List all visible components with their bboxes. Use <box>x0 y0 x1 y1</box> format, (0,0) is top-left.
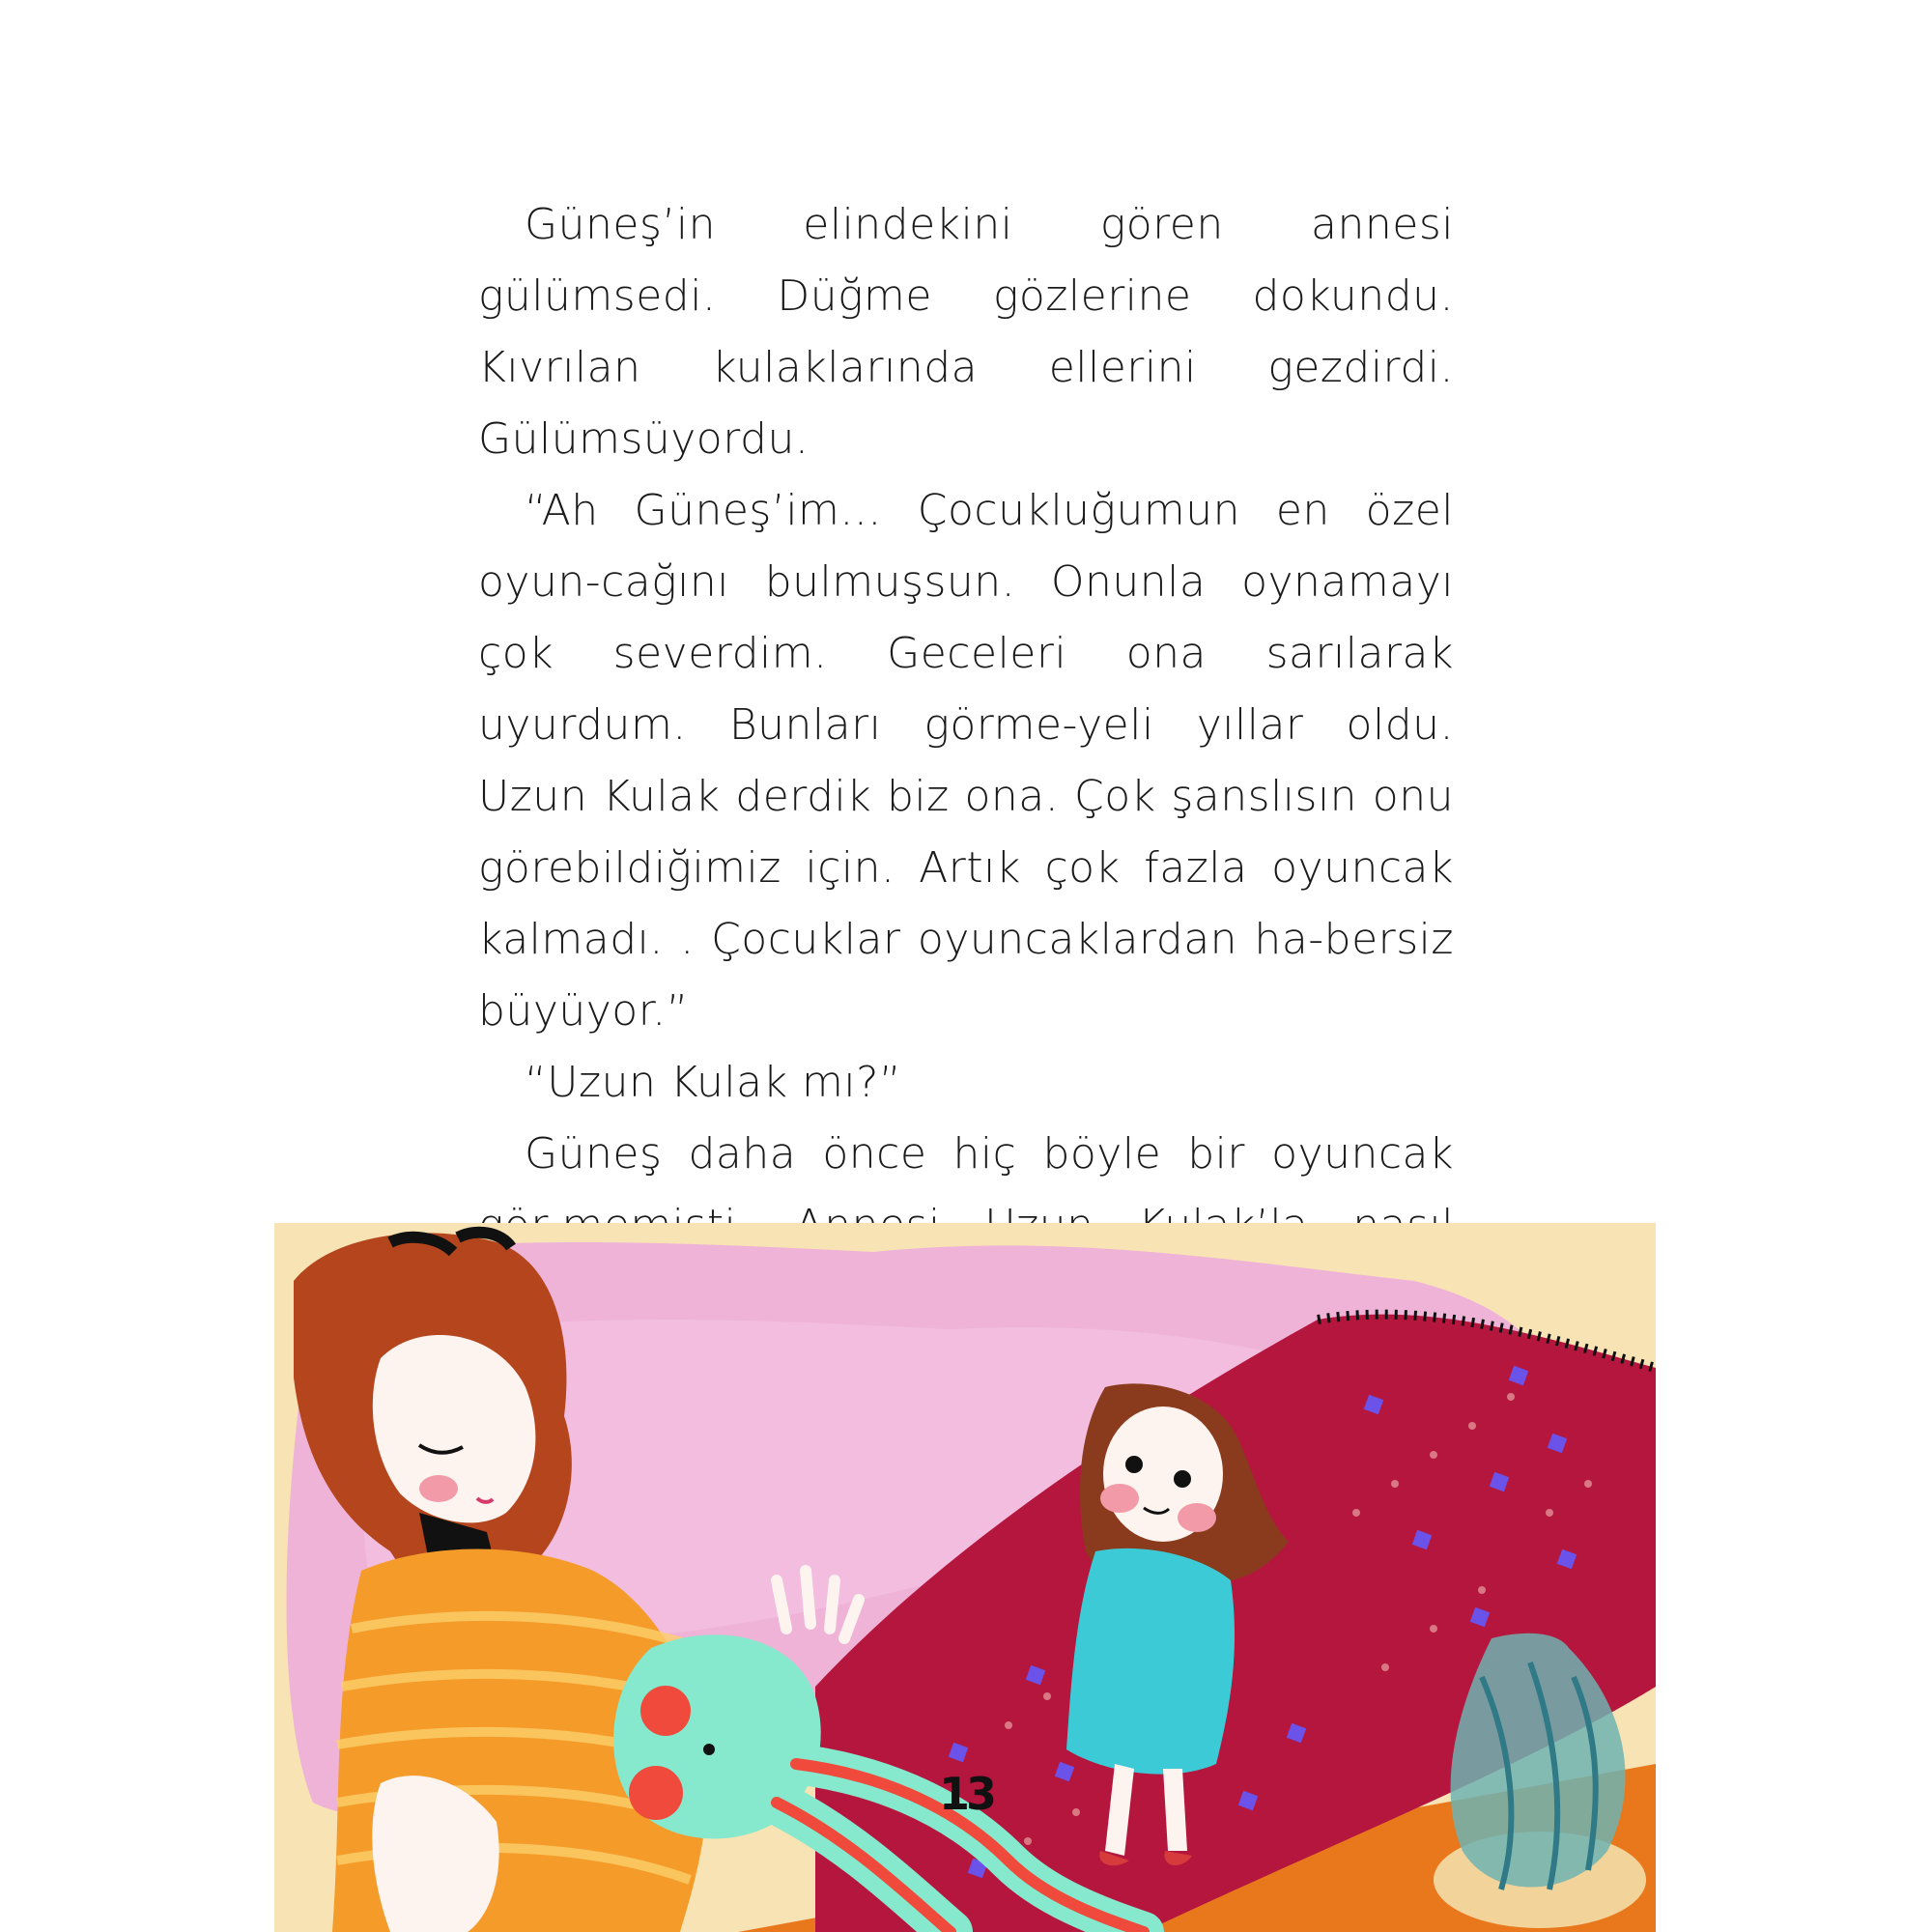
story-paragraph: “Uzun Kulak mı?” <box>525 1058 902 1107</box>
story-illustration <box>274 1223 1656 1932</box>
toy-cheek-top <box>640 1686 691 1736</box>
story-paragraph: “Ah Güneş’im... Çocukluğumun en özel oyun-cağını bulmuşsun. Onunla oynamayı çok severdim. Geceleri ona sarılarak uyurdum. Bunları görme-yeli yıllar oldu. Uzun Kulak derdik biz ona. Çok şanslısın onu görebildiğimiz için. Artık çok fazla oyuncak kalmadı. . Çocuklar oyuncaklardan ha-bersiz büyüyor.” <box>478 486 1454 1036</box>
girl-dress <box>1066 1548 1235 1775</box>
girl-eye-right <box>1174 1470 1191 1488</box>
story-paragraph: Güneş daha önce hiç böyle bir oyuncak <box>525 1129 1454 1179</box>
girl-cheek-right <box>1178 1503 1216 1532</box>
illustration-scene <box>274 1223 1656 1932</box>
page-number: 13 <box>938 1768 993 1820</box>
toy-cheek-bottom <box>629 1766 683 1820</box>
mother-cheek <box>419 1475 458 1502</box>
girl-cheek-left <box>1100 1484 1139 1513</box>
girl-eye-left <box>1125 1456 1143 1473</box>
story-paragraph: Güneş’in elindekini gören annesi gülümsedi. Düğme gözlerine dokundu. Kıvrılan kulaklarında ellerini gezdirdi. Gülümsüyordu. <box>478 200 1454 464</box>
toy-button-eye <box>703 1744 715 1755</box>
